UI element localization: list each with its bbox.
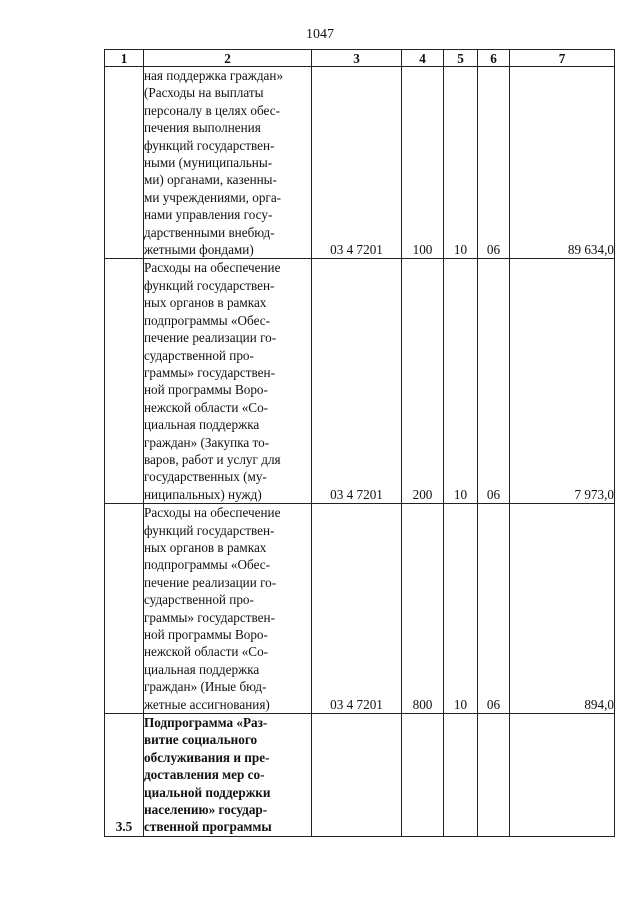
description-line: граммы» государствен- [144, 609, 275, 625]
description-line: нежской области «Со- [144, 399, 269, 415]
description-line: ми учреждениями, орга- [144, 189, 282, 205]
header-cell: 7 [510, 50, 615, 67]
subsection-cell: 06 [478, 67, 510, 259]
header-row [105, 50, 615, 67]
section-cell: 10 [444, 504, 478, 714]
row-index-cell [105, 259, 144, 504]
row-index-cell: 3.5 [105, 714, 144, 837]
row-index-cell [105, 67, 144, 259]
description-line: Расходы на обеспечение [144, 260, 281, 276]
description-line: граммы» государствен- [144, 364, 275, 380]
description-line: циальная поддержка [144, 417, 260, 433]
header-cell: 6 [478, 50, 510, 67]
header-cell: 4 [402, 50, 444, 67]
description-line: нежской области «Со- [144, 644, 269, 660]
expense-type-cell: 200 [402, 259, 444, 504]
row-description-cell [144, 67, 312, 259]
description-line: ниципальных) нужд) [144, 486, 262, 502]
description-line: функций государствен- [144, 137, 275, 153]
description-line: циальная поддержка [144, 661, 260, 677]
target-code-cell [312, 714, 402, 837]
description-line: подпрограммы «Обес- [144, 312, 271, 328]
amount-cell: 7 973,0 [510, 259, 615, 504]
description-line: ственной программы [144, 819, 272, 835]
table-row [105, 714, 615, 837]
description-line: ных органов в рамках [144, 295, 267, 311]
header-cell: 5 [444, 50, 478, 67]
description-line: граждан» (Иные бюд- [144, 679, 267, 695]
description-line: населению» государ- [144, 802, 268, 818]
description-line: подпрограммы «Обес- [144, 557, 271, 573]
description-line: ных органов в рамках [144, 539, 267, 555]
amount-cell: 894,0 [510, 504, 615, 714]
expense-type-cell: 100 [402, 67, 444, 259]
budget-table [104, 49, 615, 837]
page-number: 1047 [306, 27, 334, 42]
header-cell: 1 [105, 50, 144, 67]
description-line: (Расходы на выплаты [144, 85, 264, 101]
section-cell: 10 [444, 259, 478, 504]
description-line: витие социального [144, 732, 258, 748]
row-description-cell [144, 259, 312, 504]
amount-cell: 89 634,0 [510, 67, 615, 259]
amount-cell [510, 714, 615, 837]
description-line: печения выполнения [144, 120, 261, 136]
description-line: печение реализации го- [144, 574, 277, 590]
description-line: Подпрограмма «Раз- [144, 715, 268, 731]
description-line: обслуживания и пре- [144, 749, 270, 765]
description-line: жетными фондами) [144, 242, 254, 258]
description-line: функций государствен- [144, 522, 275, 538]
section-cell [444, 714, 478, 837]
subsection-cell: 06 [478, 259, 510, 504]
subsection-cell [478, 714, 510, 837]
subsection-cell: 06 [478, 504, 510, 714]
row-index-cell [105, 504, 144, 714]
description-line: дарственными внебюд- [144, 224, 275, 240]
header-cell: 3 [312, 50, 402, 67]
description-line: государственных (му- [144, 469, 267, 485]
row-description-cell [144, 504, 312, 714]
description-line: циальной поддержки [144, 784, 271, 800]
description-line: ной программы Воро- [144, 627, 268, 642]
row-description-cell [144, 714, 312, 837]
section-cell: 10 [444, 67, 478, 259]
target-code-cell: 03 4 7201 [312, 504, 402, 714]
description-line: Расходы на обеспечение [144, 505, 281, 521]
description-line: нами управления госу- [144, 207, 273, 223]
description-line: ной программы Воро- [144, 382, 268, 398]
table-row [105, 504, 615, 714]
header-cell: 2 [144, 50, 312, 67]
target-code-cell: 03 4 7201 [312, 259, 402, 504]
description-line: персоналу в целях обес- [144, 102, 280, 118]
description-line: сударственной про- [144, 347, 254, 363]
target-code-cell: 03 4 7201 [312, 67, 402, 259]
description-line: жетные ассигнования) [144, 696, 270, 712]
description-line: сударственной про- [144, 592, 254, 608]
description-line: печение реализации го- [144, 330, 277, 346]
description-line: ная поддержка граждан» [144, 68, 284, 83]
description-line: доставления мер со- [144, 767, 265, 783]
table-row [105, 67, 615, 259]
description-line: граждан» (Закупка то- [144, 434, 270, 450]
expense-type-cell [402, 714, 444, 837]
expense-type-cell: 800 [402, 504, 444, 714]
description-line: варов, работ и услуг для [144, 451, 281, 467]
description-line: ми) органами, казенны- [144, 172, 277, 188]
description-line: функций государствен- [144, 277, 275, 293]
table-row [105, 259, 615, 504]
description-line: ными (муниципальны- [144, 155, 273, 171]
